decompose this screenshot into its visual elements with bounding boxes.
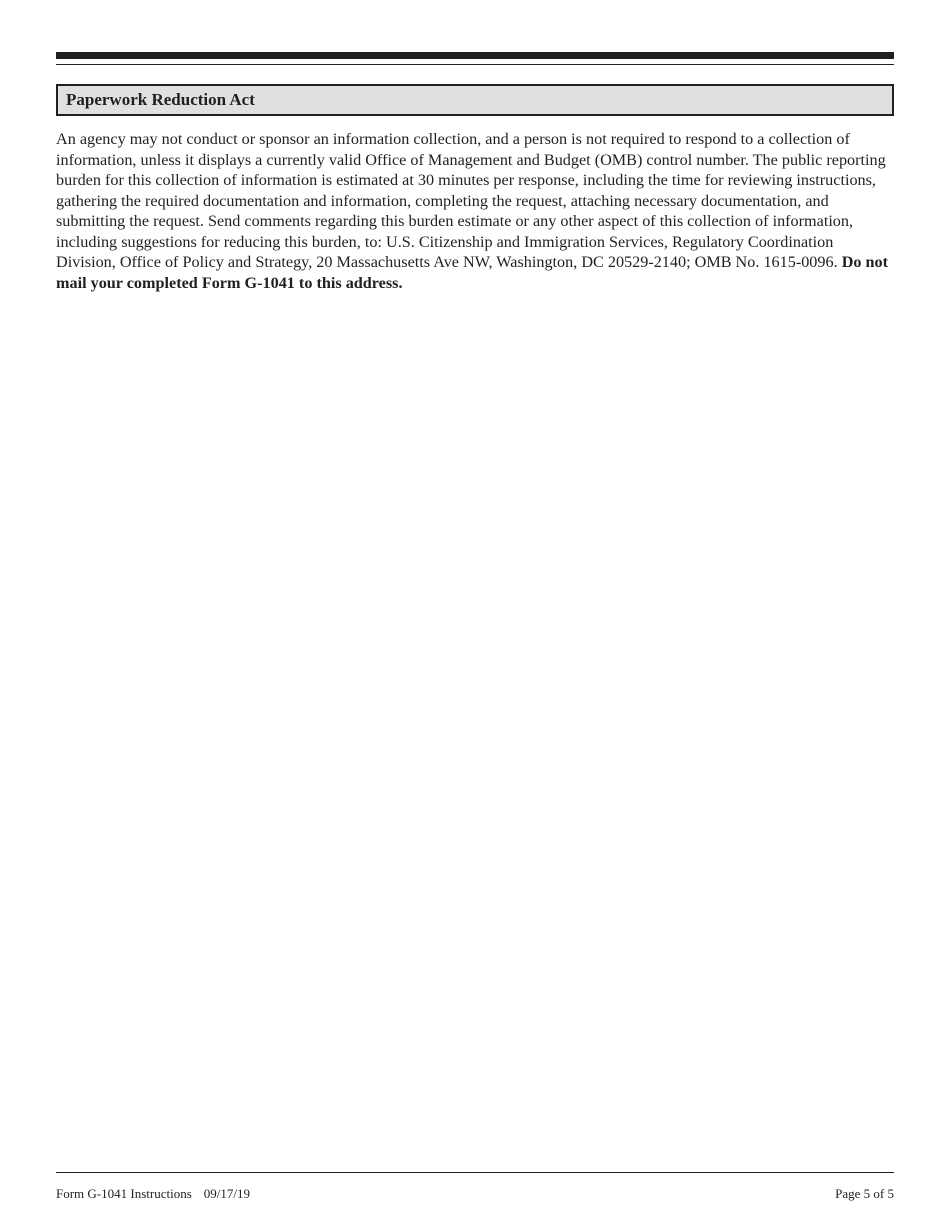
header-thin-rule	[56, 64, 894, 65]
section-header-box	[56, 84, 894, 116]
section-title: Paperwork Reduction Act	[66, 90, 255, 109]
footer-form-info	[56, 1186, 250, 1201]
mailing-warning: Do not mail your completed Form G-1041 to this address.	[56, 253, 889, 292]
paperwork-reduction-paragraph	[56, 129, 896, 293]
footer-form-name: Form G-1041 Instructions	[56, 1186, 192, 1201]
paragraph-text: An agency may not conduct or sponsor an information collection, and a person is not required to respond to a collection of information, unless it displays a currently valid Office of Management and Budget (OMB) control number. The public reporting burden for this collection of information is estimated at 30 minutes per response, including the time for reviewing instructions, gathering the required documentation and information, completing the request, attaching necessary documentation, and submitting the request. Send comments regarding this burden estimate or any other aspect of this collection of information, including suggestions for reducing this burden, to: U.S. Citizenship and Immigration Services, Regulatory Coordination Division, Office of Policy and Strategy, 20 Massachusetts Ave NW, Washington, DC 20529-2140; OMB No. 1615-0096.	[56, 130, 886, 271]
footer-edition-date: 09/17/19	[203, 1186, 251, 1201]
footer-rule	[56, 1172, 894, 1173]
header-thick-rule	[56, 52, 894, 59]
footer-page-indicator: Page 5 of 5	[835, 1186, 894, 1201]
